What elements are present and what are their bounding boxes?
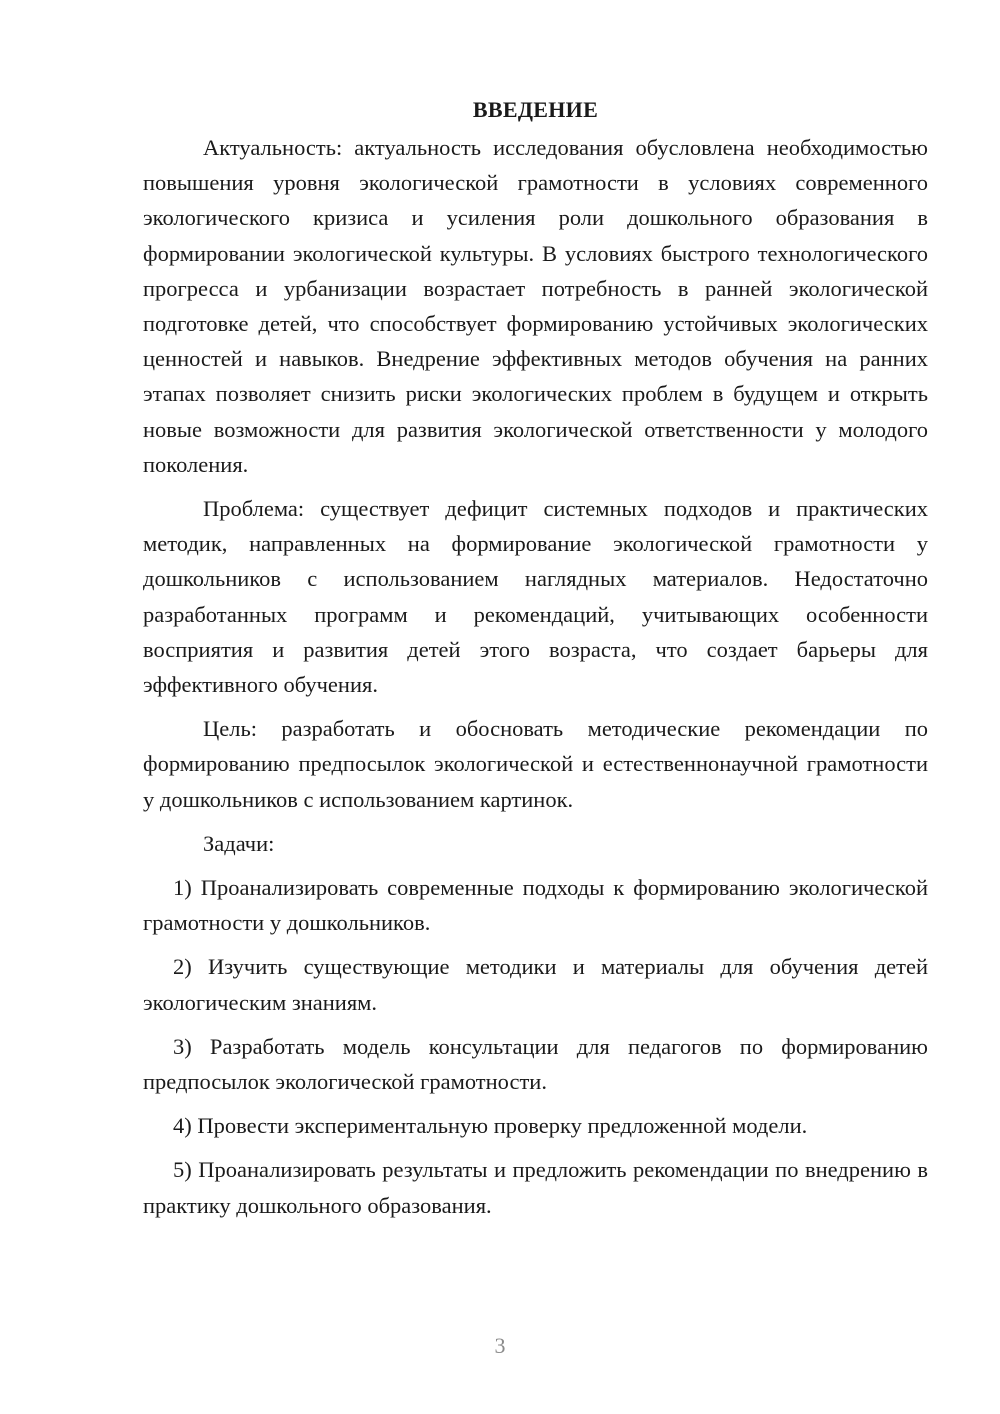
paragraph-goal: Цель: разработать и обосновать методические рекомендации по формированию предпосылок экологической и естественнонаучной грамотности у дошкольников с использованием картинок. <box>143 716 928 812</box>
task-item-4: 4) Провести экспериментальную проверку предложенной модели. <box>173 1113 808 1139</box>
section-heading: ВВЕДЕНИЕ <box>472 97 599 122</box>
page-number: 3 <box>494 1333 506 1358</box>
page-content <box>143 92 928 1223</box>
task-item-2: 2) Изучить существующие методики и материалы для обучения детей экологическим знаниям. <box>143 954 928 1015</box>
task-item-3: 3) Разработать модель консультации для педагогов по формированию предпосылок экологической грамотности. <box>143 1033 928 1095</box>
paragraph-problem: Проблема: существует дефицит системных подходов и практических методик, направленных на формирование экологической грамотности у дошкольников с использованием наглядных материалов. Недостаточно разработанных программ и рекомендаций, учитывающих особенности восприятия и развития детей этого возраста, что создает барьеры для эффективного обучения. <box>143 496 928 698</box>
task-item-1: 1) Проанализировать современные подходы к формированию экологической грамотности у дошкольников. <box>143 875 928 936</box>
paragraph-relevance: Актуальность: актуальность исследования обусловлена необходимостью повышения уровня экологической грамотности в условиях современного экологического кризиса и усиления роли дошкольного образования в формировании экологической культуры. В условиях быстрого технологического прогресса и урбанизации возрастает потребность в ранней экологической подготовке детей, что способствует формированию устойчивых экологических ценностей и навыков. Внедрение эффективных методов обучения на ранних этапах позволяет снизить риски экологических проблем в будущем и открыть новые возможности для развития экологической ответственности у молодого поколения. <box>143 135 928 477</box>
paragraph-tasks-label: Задачи: <box>203 830 275 856</box>
task-item-5: 5) Проанализировать результаты и предложить рекомендации по внедрению в практику дошкольного образования. <box>143 1157 928 1218</box>
